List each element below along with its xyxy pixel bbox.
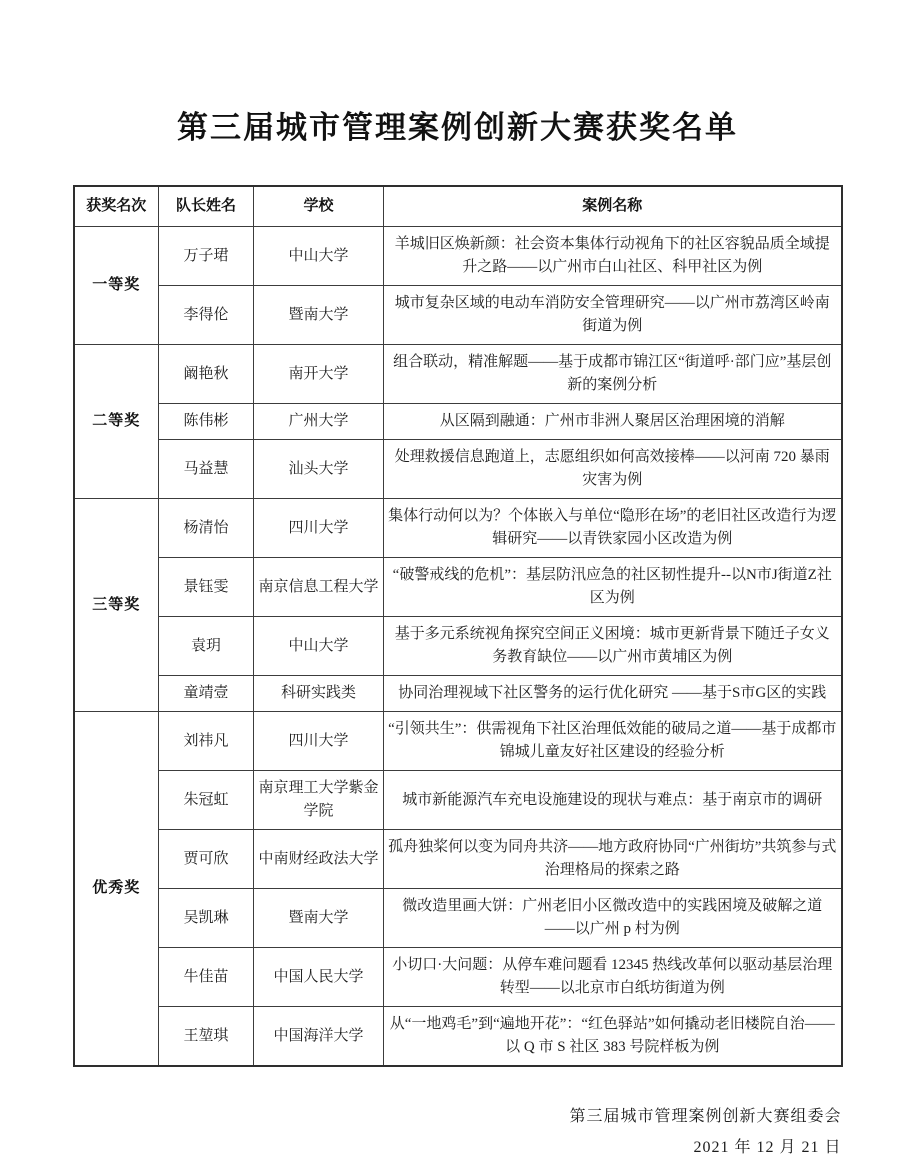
leader-cell: 马益慧 [159, 440, 254, 499]
leader-cell: 万子珺 [159, 227, 254, 286]
col-header-rank: 获奖名次 [74, 186, 159, 227]
case-cell: 组合联动，精准解题——基于成都市锦江区“街道呼·部门应”基层创新的案例分析 [384, 345, 842, 404]
header-row [74, 186, 842, 227]
rank-cell: 二等奖 [74, 345, 159, 499]
table-row [74, 712, 842, 771]
table-row [74, 1007, 842, 1067]
case-cell: 从区隔到融通：广州市非洲人聚居区治理困境的消解 [384, 404, 842, 440]
date-line: 2021 年 12 月 21 日 [693, 1139, 842, 1156]
school-cell: 中南财经政法大学 [254, 830, 384, 889]
page-title: 第三届城市管理案例创新大赛获奖名单 [177, 110, 738, 145]
table-row [74, 227, 842, 286]
school-cell: 中山大学 [254, 617, 384, 676]
school-cell: 四川大学 [254, 499, 384, 558]
school-cell: 南开大学 [254, 345, 384, 404]
case-cell: 孤舟独桨何以变为同舟共济——地方政府协同“广州街坊”共筑参与式治理格局的探索之路 [384, 830, 842, 889]
leader-cell: 贾可欣 [159, 830, 254, 889]
school-cell: 四川大学 [254, 712, 384, 771]
table-row [74, 889, 842, 948]
case-cell: 微改造里画大饼：广州老旧小区微改造中的实践困境及破解之道——以广州 p 村为例 [384, 889, 842, 948]
case-cell: 协同治理视域下社区警务的运行优化研究 ——基于S市G区的实践 [384, 676, 842, 712]
case-cell: 小切口·大问题：从停车难问题看 12345 热线改革何以驱动基层治理转型——以北京市白纸坊街道为例 [384, 948, 842, 1007]
leader-cell: 牛佳苗 [159, 948, 254, 1007]
case-cell: 基于多元系统视角探究空间正义困境：城市更新背景下随迁子女义务教育缺位——以广州市黄埔区为例 [384, 617, 842, 676]
table-row [74, 558, 842, 617]
table-row [74, 440, 842, 499]
school-cell: 中国海洋大学 [254, 1007, 384, 1067]
case-cell: 从“一地鸡毛”到“遍地开花”：“红色驿站”如何撬动老旧楼院自治——以 Q 市 S 社区 383 号院样板为例 [384, 1007, 842, 1067]
school-cell: 南京理工大学紫金学院 [254, 771, 384, 830]
case-cell: 集体行动何以为？个体嵌入与单位“隐形在场”的老旧社区改造行为逻辑研究——以青铁家园小区改造为例 [384, 499, 842, 558]
table-row [74, 499, 842, 558]
leader-cell: 景钰雯 [159, 558, 254, 617]
case-cell: 羊城旧区焕新颜：社会资本集体行动视角下的社区容貌品质全域提升之路——以广州市白山社区、科甲社区为例 [384, 227, 842, 286]
col-header-case: 案例名称 [384, 186, 842, 227]
leader-cell: 袁玥 [159, 617, 254, 676]
school-cell: 汕头大学 [254, 440, 384, 499]
school-cell: 中国人民大学 [254, 948, 384, 1007]
table-row [74, 617, 842, 676]
leader-cell: 陈伟彬 [159, 404, 254, 440]
table-row [74, 676, 842, 712]
signature-block [74, 1101, 842, 1163]
leader-cell: 杨清怡 [159, 499, 254, 558]
leader-cell: 吴凯琳 [159, 889, 254, 948]
rank-cell: 优秀奖 [74, 712, 159, 1067]
leader-cell: 朱冠虹 [159, 771, 254, 830]
school-cell: 广州大学 [254, 404, 384, 440]
table-row [74, 830, 842, 889]
case-cell: 处理救援信息跑道上，志愿组织如何高效接棒——以河南 720 暴雨灾害为例 [384, 440, 842, 499]
rank-cell: 一等奖 [74, 227, 159, 345]
school-cell: 南京信息工程大学 [254, 558, 384, 617]
table-row [74, 404, 842, 440]
table-row [74, 286, 842, 345]
case-cell: 城市复杂区域的电动车消防安全管理研究——以广州市荔湾区岭南街道为例 [384, 286, 842, 345]
case-cell: “破警戒线的危机”：基层防汛应急的社区韧性提升--以N市J街道Z社区为例 [384, 558, 842, 617]
table-row [74, 948, 842, 1007]
leader-cell: 刘祎凡 [159, 712, 254, 771]
col-header-leader: 队长姓名 [159, 186, 254, 227]
organization-line: 第三届城市管理案例创新大赛组委会 [569, 1108, 842, 1125]
case-cell: “引领共生”：供需视角下社区治理低效能的破局之道——基于成都市锦城儿童友好社区建设的经验分析 [384, 712, 842, 771]
case-cell: 城市新能源汽车充电设施建设的现状与难点：基于南京市的调研 [384, 771, 842, 830]
table-row [74, 771, 842, 830]
award-table [73, 185, 843, 1067]
rank-cell: 三等奖 [74, 499, 159, 712]
school-cell: 中山大学 [254, 227, 384, 286]
award-table-body [74, 227, 842, 1067]
school-cell: 暨南大学 [254, 286, 384, 345]
leader-cell: 童靖壹 [159, 676, 254, 712]
leader-cell: 王堃琪 [159, 1007, 254, 1067]
leader-cell: 李得伦 [159, 286, 254, 345]
school-cell: 暨南大学 [254, 889, 384, 948]
col-header-school: 学校 [254, 186, 384, 227]
school-cell: 科研实践类 [254, 676, 384, 712]
award-table-header [74, 186, 842, 227]
leader-cell: 阚艳秋 [159, 345, 254, 404]
table-row [74, 345, 842, 404]
